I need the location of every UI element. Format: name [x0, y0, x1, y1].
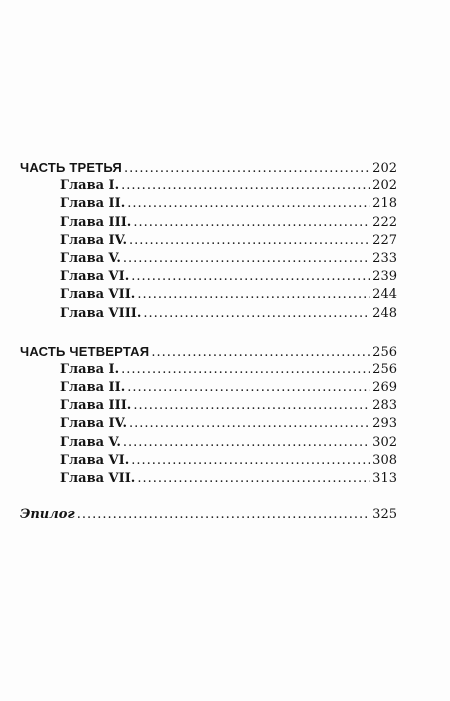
leader-dots — [131, 452, 370, 470]
leader-dots — [77, 506, 370, 524]
chapter-title: Глава IV. — [60, 416, 127, 432]
epilog-title: Эпилог — [20, 507, 75, 523]
leader-dots — [129, 415, 370, 433]
toc-chapter — [20, 286, 397, 304]
leader-dots — [127, 195, 370, 213]
table-of-contents — [20, 159, 397, 524]
chapter-title: Глава V. — [60, 250, 121, 266]
toc-chapter — [20, 415, 397, 433]
page-number: 233 — [372, 250, 397, 266]
part-title: ЧАСТЬ ТРЕТЬЯ — [20, 160, 122, 175]
page-number: 222 — [372, 214, 397, 230]
chapter-title: Глава III. — [60, 214, 132, 230]
leader-dots — [133, 397, 370, 415]
chapter-title: Глава IV. — [60, 232, 127, 248]
leader-dots — [131, 268, 370, 286]
chapter-title: Глава II. — [60, 380, 126, 396]
page-number: 283 — [372, 398, 397, 414]
chapter-title: Глава I. — [60, 361, 120, 377]
leader-dots — [121, 177, 370, 195]
toc-chapter — [20, 268, 397, 286]
chapter-title: Глава VI. — [60, 452, 130, 468]
chapter-title: Глава VIII. — [60, 305, 142, 321]
page-number: 308 — [372, 452, 397, 468]
page-number: 293 — [372, 416, 397, 432]
toc-chapter — [20, 434, 397, 452]
toc-chapter — [20, 305, 397, 323]
leader-dots — [129, 232, 370, 250]
chapter-title: Глава III. — [60, 398, 132, 414]
leader-dots — [127, 379, 370, 397]
toc-chapter — [20, 379, 397, 397]
page-number: 239 — [372, 269, 397, 285]
chapter-title: Глава VII. — [60, 471, 136, 486]
leader-dots — [143, 305, 370, 323]
leader-dots — [133, 214, 370, 232]
toc-chapter — [20, 470, 397, 488]
page-number: 248 — [372, 305, 397, 321]
page-number: 256 — [372, 361, 397, 377]
leader-dots — [137, 470, 370, 488]
toc-chapter — [20, 250, 397, 268]
page-number: 269 — [372, 380, 397, 396]
leader-dots — [151, 344, 370, 362]
section-spacer — [20, 488, 397, 506]
leader-dots — [137, 286, 370, 304]
toc-chapter — [20, 452, 397, 470]
toc-part-four — [20, 343, 397, 361]
page-number: 218 — [372, 196, 397, 212]
page-number: 244 — [372, 287, 397, 303]
leader-dots — [124, 160, 370, 178]
section-spacer — [20, 323, 397, 343]
leader-dots — [123, 434, 370, 452]
page-number: 325 — [372, 507, 397, 523]
toc-chapter — [20, 214, 397, 232]
part-title: ЧАСТЬ ЧЕТВЕРТАЯ — [20, 343, 150, 359]
chapter-title: Глава I. — [60, 178, 120, 194]
leader-dots — [123, 250, 370, 268]
page-number: 302 — [372, 434, 397, 450]
chapter-title: Глава II. — [60, 196, 126, 212]
chapter-title: Глава VII. — [60, 287, 136, 303]
chapter-title: Глава VI. — [60, 269, 130, 285]
toc-chapter — [20, 232, 397, 250]
toc-chapter — [20, 177, 397, 195]
toc-part-three — [20, 159, 397, 177]
page-number: 256 — [372, 344, 397, 360]
leader-dots — [121, 361, 370, 379]
page-number: 202 — [372, 178, 397, 194]
toc-chapter — [20, 195, 397, 213]
page-number: 313 — [372, 471, 397, 486]
page-number: 202 — [372, 161, 397, 176]
page-number: 227 — [372, 232, 397, 248]
toc-chapter — [20, 361, 397, 379]
chapter-title: Глава V. — [60, 434, 121, 450]
toc-chapter — [20, 397, 397, 415]
toc-epilog — [20, 506, 397, 524]
